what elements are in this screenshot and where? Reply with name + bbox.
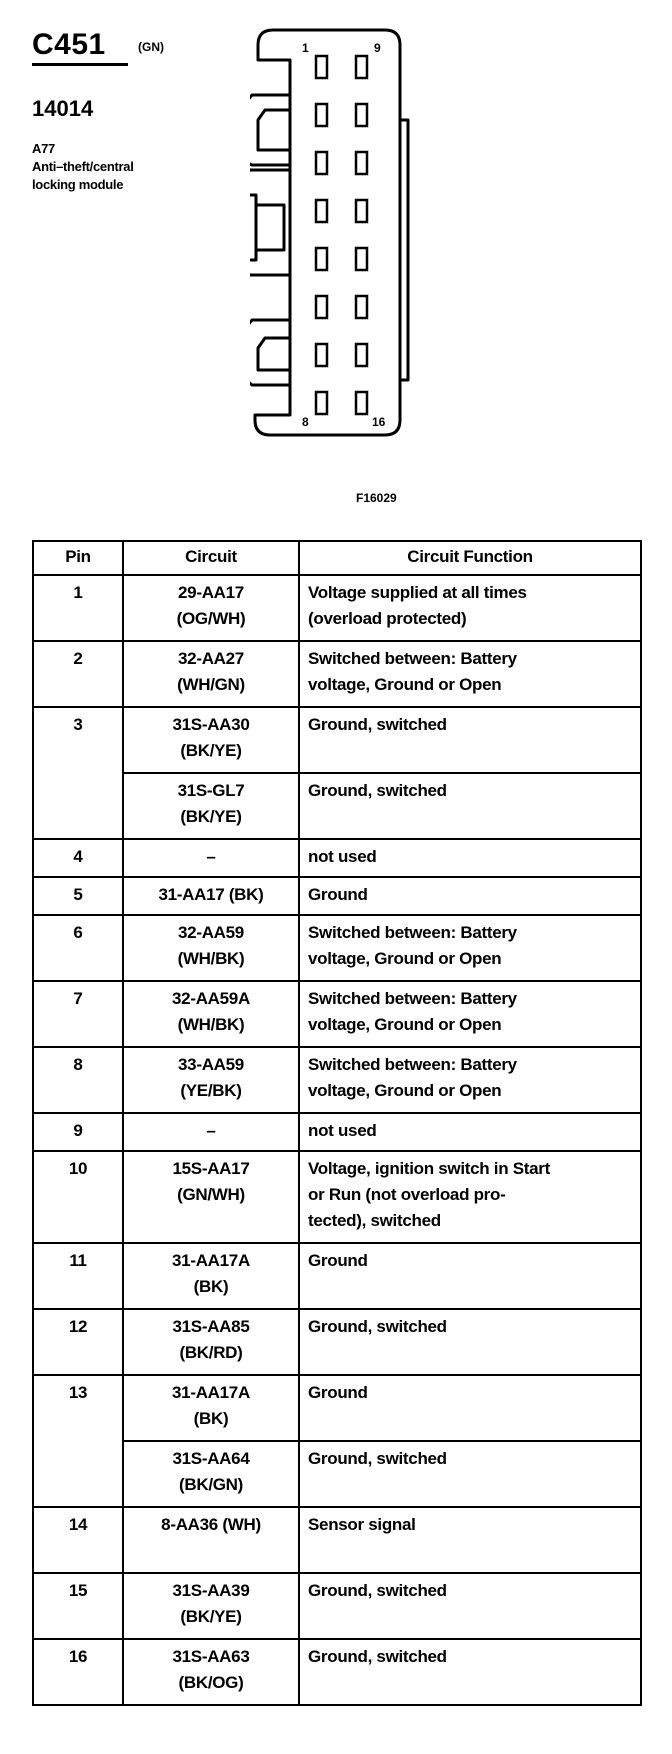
lower-latch — [250, 320, 290, 385]
table-row — [33, 1639, 641, 1705]
circuit-cell: 31-AA17A (BK) — [123, 1375, 299, 1441]
lower-latch-inner — [258, 338, 290, 370]
pin-number: 15 — [33, 1573, 123, 1639]
function-cell: Ground, switched — [299, 1573, 641, 1639]
circuit-cell: 31S-AA30 (BK/YE) — [123, 707, 299, 773]
upper-latch-inner — [258, 110, 290, 150]
table-row — [33, 773, 641, 839]
circuit-cell: 31-AA17 (BK) — [123, 877, 299, 915]
pin-cavity-6 — [316, 296, 327, 318]
header-pin: Pin — [33, 541, 123, 575]
pin-cavity-7 — [316, 344, 327, 366]
pin-number: 6 — [33, 915, 123, 981]
pin-cavity-4 — [316, 200, 327, 222]
function-cell: Ground, switched — [299, 1309, 641, 1375]
pin-cavity-13 — [356, 248, 367, 270]
circuit-cell: 29-AA17 (OG/WH) — [123, 575, 299, 641]
table-row — [33, 1573, 641, 1639]
pin-number: 9 — [33, 1113, 123, 1151]
function-cell: Switched between: Battery voltage, Ground or Open — [299, 1047, 641, 1113]
table-row — [33, 915, 641, 981]
table-row — [33, 1113, 641, 1151]
part-number: 14014 — [32, 96, 94, 121]
function-cell: Ground, switched — [299, 1441, 641, 1507]
pin-number: 11 — [33, 1243, 123, 1309]
figure-id: F16029 — [356, 491, 397, 505]
pin-number: 4 — [33, 839, 123, 877]
connector-face-diagram — [250, 20, 450, 480]
function-cell: Ground, switched — [299, 1639, 641, 1705]
function-cell: Ground — [299, 1243, 641, 1309]
table-row — [33, 1151, 641, 1243]
header-circuit: Circuit — [123, 541, 299, 575]
pin-cavity-9 — [356, 56, 367, 78]
circuit-cell: 32-AA59 (WH/BK) — [123, 915, 299, 981]
function-cell: not used — [299, 1113, 641, 1151]
pin-number: 13 — [33, 1375, 123, 1507]
connector-code-underline — [32, 63, 128, 66]
function-cell: Ground — [299, 877, 641, 915]
table-row — [33, 707, 641, 773]
function-cell: Voltage supplied at all times (overload protected) — [299, 575, 641, 641]
pin-cavity-15 — [356, 344, 367, 366]
pin-cavity-2 — [316, 104, 327, 126]
connector-color: (GN) — [138, 40, 164, 54]
pin-cavity-16 — [356, 392, 367, 414]
lock-tab-inner — [256, 205, 284, 250]
function-cell: Switched between: Battery voltage, Ground or Open — [299, 641, 641, 707]
table-row — [33, 1375, 641, 1441]
table-row — [33, 1507, 641, 1573]
pin-table — [32, 540, 642, 1706]
circuit-cell: 8-AA36 (WH) — [123, 1507, 299, 1573]
pin-number: 1 — [33, 575, 123, 641]
pin-number: 7 — [33, 981, 123, 1047]
pin-number: 3 — [33, 707, 123, 839]
function-cell: Ground, switched — [299, 773, 641, 839]
circuit-cell: 31S-AA64 (BK/GN) — [123, 1441, 299, 1507]
pin-number: 10 — [33, 1151, 123, 1243]
pin-cavity-3 — [316, 152, 327, 174]
function-cell: Ground, switched — [299, 707, 641, 773]
table-row — [33, 1309, 641, 1375]
circuit-cell: – — [123, 1113, 299, 1151]
pin-number: 12 — [33, 1309, 123, 1375]
pin-number: 14 — [33, 1507, 123, 1573]
connector-code: C451 — [32, 28, 106, 61]
circuit-cell: 32-AA59A (WH/BK) — [123, 981, 299, 1047]
pin-cavity-14 — [356, 296, 367, 318]
connector-housing — [255, 30, 400, 435]
function-cell: Sensor signal — [299, 1507, 641, 1573]
component-id: A77 — [32, 141, 55, 156]
table-header-row — [33, 541, 641, 575]
circuit-cell: 32-AA27 (WH/GN) — [123, 641, 299, 707]
table-row — [33, 981, 641, 1047]
circuit-cell: 31S-AA63 (BK/OG) — [123, 1639, 299, 1705]
table-row — [33, 1243, 641, 1309]
pin-cavity-1 — [316, 56, 327, 78]
circuit-cell: 31S-AA39 (BK/YE) — [123, 1573, 299, 1639]
upper-latch — [250, 95, 290, 165]
pin-cavity-8 — [316, 392, 327, 414]
pin-label-9: 9 — [374, 41, 381, 55]
circuit-cell: 33-AA59 (YE/BK) — [123, 1047, 299, 1113]
table-row — [33, 1047, 641, 1113]
circuit-cell: – — [123, 839, 299, 877]
pin-label-8: 8 — [302, 415, 309, 429]
table-row — [33, 839, 641, 877]
function-cell: Switched between: Battery voltage, Ground or Open — [299, 915, 641, 981]
pin-label-16: 16 — [372, 415, 386, 429]
pin-label-1: 1 — [302, 41, 309, 55]
pin-cavity-5 — [316, 248, 327, 270]
circuit-cell: 31S-GL7 (BK/YE) — [123, 773, 299, 839]
pin-number: 5 — [33, 877, 123, 915]
pin-number: 2 — [33, 641, 123, 707]
table-row — [33, 1441, 641, 1507]
header-function: Circuit Function — [299, 541, 641, 575]
pin-cavity-10 — [356, 104, 367, 126]
table-row — [33, 575, 641, 641]
pin-cavity-11 — [356, 152, 367, 174]
component-name-line2: locking module — [32, 177, 124, 192]
table-row — [33, 641, 641, 707]
pin-number: 8 — [33, 1047, 123, 1113]
circuit-cell: 31-AA17A (BK) — [123, 1243, 299, 1309]
pin-number: 16 — [33, 1639, 123, 1705]
function-cell: Voltage, ignition switch in Start or Run (not overload pro- tected), switched — [299, 1151, 641, 1243]
circuit-cell: 31S-AA85 (BK/RD) — [123, 1309, 299, 1375]
component-description — [32, 140, 134, 194]
function-cell: Ground — [299, 1375, 641, 1441]
function-cell: not used — [299, 839, 641, 877]
component-name-line1: Anti–theft/central — [32, 159, 134, 174]
table-row — [33, 877, 641, 915]
function-cell: Switched between: Battery voltage, Ground or Open — [299, 981, 641, 1047]
circuit-cell: 15S-AA17 (GN/WH) — [123, 1151, 299, 1243]
pin-cavity-12 — [356, 200, 367, 222]
